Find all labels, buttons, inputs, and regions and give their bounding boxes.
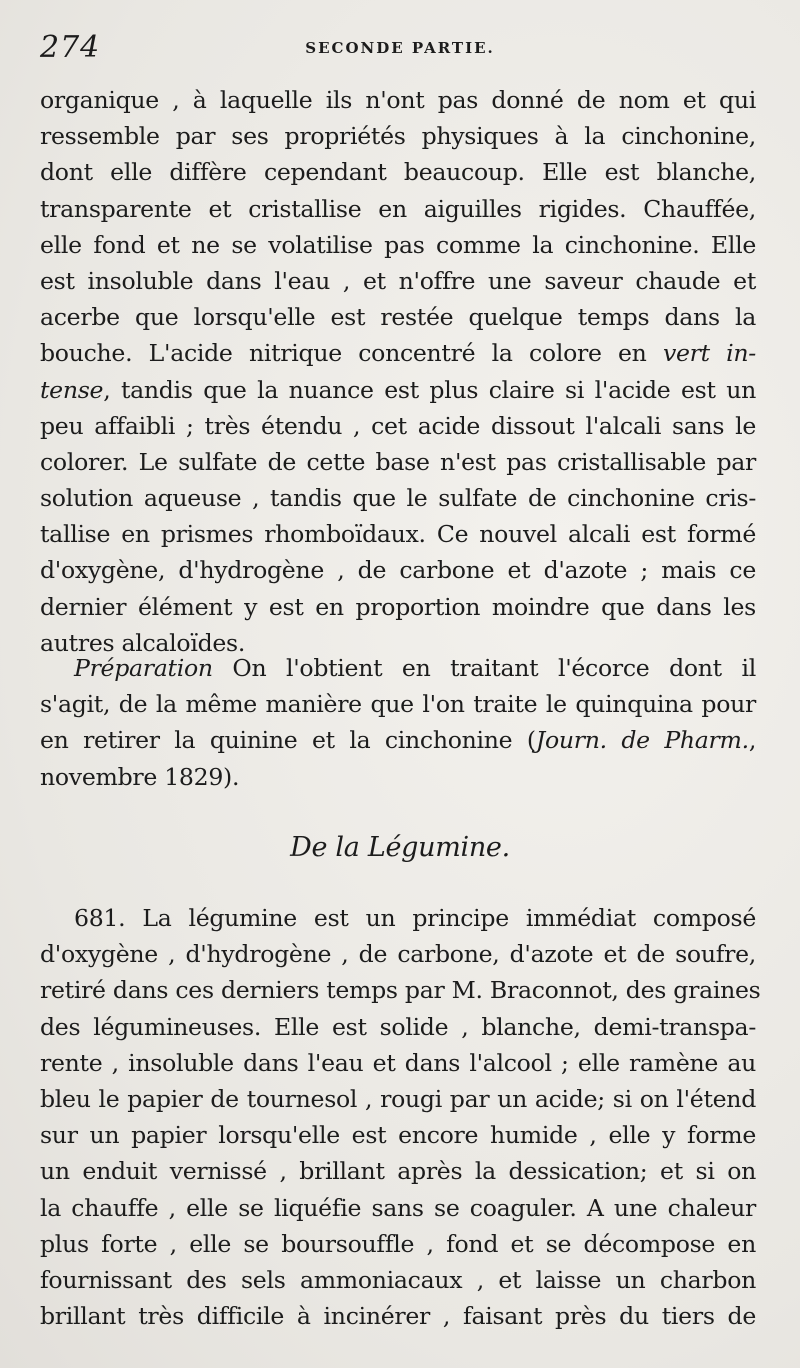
text-line: d'oxygène, d'hydrogène , de carbone et d'azote ; mais ce xyxy=(40,556,756,585)
italic-phrase: Préparation xyxy=(74,654,213,682)
running-head: SECONDE PARTIE. xyxy=(305,39,495,57)
text-line xyxy=(40,335,756,371)
text-line: dernier élément y est en proportion moindre que dans les xyxy=(40,592,756,621)
text-line: tallise en prismes rhomboïdaux. Ce nouvel alcali est formé xyxy=(40,520,756,549)
text-line: s'agit, de la même manière que l'on traite le quinquina pour xyxy=(40,690,756,719)
text-line: peu affaibli ; très étendu , cet acide dissout l'alcali sans le xyxy=(40,411,756,440)
section-title: De la Légumine. xyxy=(290,832,510,863)
page-number: 274 xyxy=(40,30,101,65)
text-line: fournissant des sels ammoniacaux , et laisse un charbon xyxy=(40,1265,756,1294)
text-line: est insoluble dans l'eau , et n'offre une saveur chaude et xyxy=(40,266,756,295)
text-line: rente , insoluble dans l'eau et dans l'alcool ; elle ramène au xyxy=(40,1048,756,1077)
text-line: transparente et cristallise en aiguilles rigides. Chauffée, xyxy=(40,194,756,223)
page-header xyxy=(0,30,800,70)
text-line: des légumineuses. Elle est solide , blanche, demi-transpa- xyxy=(40,1012,756,1041)
text-line xyxy=(40,372,756,408)
text-segment: On l'obtient en traitant l'écorce dont il xyxy=(212,654,756,682)
italic-phrase: vert in- xyxy=(662,339,756,368)
text-segment: , xyxy=(748,726,757,755)
text-segment: bouche. L'acide nitrique concentré la colore en xyxy=(40,339,647,368)
text-line: colorer. Le sulfate de cette base n'est pas cristallisable par xyxy=(40,447,756,476)
paragraph-cinchona-alkali xyxy=(40,82,756,661)
text-line: brillant très difficile à incinérer , faisant près du tiers de xyxy=(40,1302,756,1331)
text-line: organique , à laquelle ils n'ont pas donné de nom et qui xyxy=(40,86,756,114)
italic-phrase: tense xyxy=(40,375,104,404)
text-line: un enduit vernissé , brillant après la dessication; et si on xyxy=(40,1157,756,1186)
text-line: plus forte , elle se boursouffle , fond et se décompose en xyxy=(40,1229,756,1258)
text-line xyxy=(40,722,756,758)
text-segment: , tandis que la nuance est plus claire si l'acide est un xyxy=(103,375,756,404)
text-line: d'oxygène , d'hydrogène , de carbone, d'azote et de soufre, xyxy=(40,940,756,969)
text-line: autres alcaloïdes. xyxy=(40,628,246,657)
text-line: ressemble par ses propriétés physiques à la cinchonine, xyxy=(40,122,756,151)
text-segment: en retirer la quinine et la cinchonine ( xyxy=(40,726,536,755)
paragraph-legumine xyxy=(40,900,761,1334)
text-line: la chauffe , elle se liquéfie sans se coaguler. A une chaleur xyxy=(40,1193,756,1222)
text-line: solution aqueuse , tandis que le sulfate de cinchonine cris- xyxy=(40,484,756,513)
text-line: 681. La légumine est un principe immédiat composé xyxy=(74,904,756,932)
text-line: dont elle diffère cependant beaucoup. Elle est blanche, xyxy=(40,158,756,187)
text-line: acerbe que lorsqu'elle est restée quelque temps dans la xyxy=(40,303,756,332)
text-line: retiré dans ces derniers temps par M. Braconnot, des graines xyxy=(40,976,761,1005)
text-line xyxy=(40,650,756,686)
text-line: novembre 1829). xyxy=(40,762,240,791)
text-line: elle fond et ne se volatilise pas comme la cinchonine. Elle xyxy=(40,230,756,259)
text-line: bleu le papier de tournesol , rougi par un acide; si on l'étend xyxy=(40,1084,756,1113)
text-line: sur un papier lorsqu'elle est encore humide , elle y forme xyxy=(40,1121,756,1150)
paragraph-preparation xyxy=(40,650,756,795)
journal-citation: Journ. de Pharm. xyxy=(535,726,749,755)
